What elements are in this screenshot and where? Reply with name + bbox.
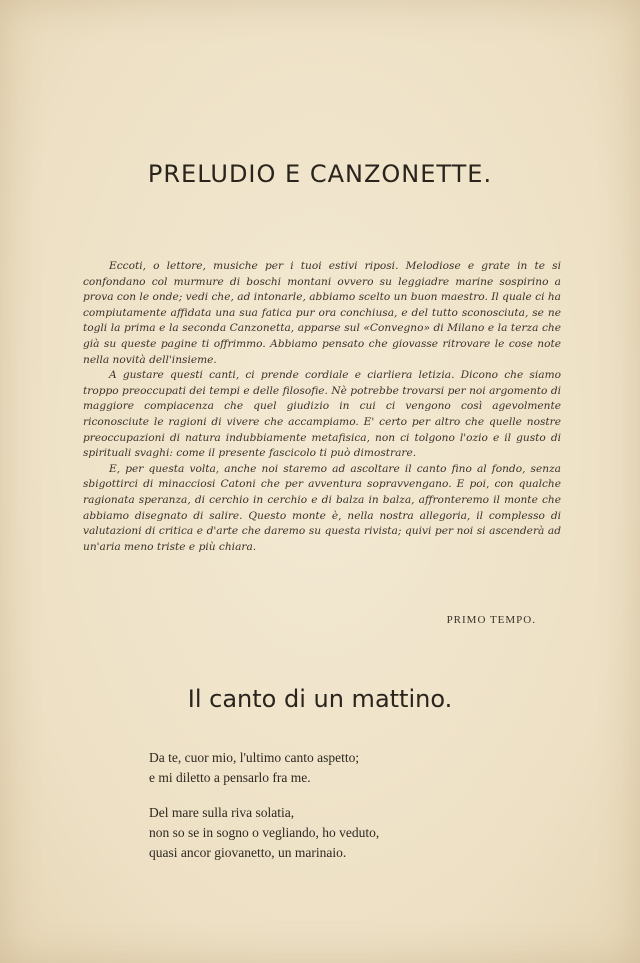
intro-paragraph: A gustare questi canti, ci prende cordiale e ciarliera letizia. Dicono che siamo troppo preoccupati dei tempi e delle filosofie. Nè potrebbe trovarsi per noi argomento di maggiore compiacenza che quel giudizio in cui ci vengono così agevolmente riconosciute le ragioni di vivere che accampiamo. E' certo per altro che quelle nostre preoccupazioni di natura indubbiamente metafisica, non ci tolgono l'ozio e il gusto di spirituali svaghi: come il presente fascicolo ti può dimostrare. (83, 369, 561, 460)
page-title: PRELUDIO E CANZONETTE. (147, 160, 493, 188)
poem-title: Il canto di un mattino. (187, 685, 453, 713)
poem-verse: non so se in sogno o vegliando, ho veduto, (149, 825, 380, 840)
poem-verse: Da te, cuor mio, l'ultimo canto aspetto; (149, 750, 360, 765)
poem-verse: e mi diletto a pensarlo fra me. (149, 770, 311, 785)
intro-text (83, 259, 561, 555)
intro-paragraph: Eccoti, o lettore, musiche per i tuoi estivi riposi. Melodiose e grate in te si confondano col murmure di boschi montani ovvero su leggiadre marine sospirino a prova con le onde; vedi che, ad intonarle, abbiamo scelto un buon maestro. Il quale ci ha compiutamente affidata una sua fatica pur ora conchiusa, e del tutto sconosciuta, se ne togli la prima e la seconda Canzonetta, apparse sul «Convegno» di Milano e la terza che già su queste pagine ti offrimmo. Abbiamo pensato che giovasse ritrovare le cose note nella novità dell'insieme. (83, 260, 561, 366)
poem-body (149, 748, 379, 878)
poem-verse: Del mare sulla riva solatia, (149, 805, 295, 820)
signature: PRIMO TEMPO. (446, 614, 536, 626)
poem-stanza (149, 748, 379, 788)
poem-verse: quasi ancor giovanetto, un marinaio. (149, 845, 347, 860)
intro-paragraph: E, per questa volta, anche noi staremo ad ascoltare il canto fino al fondo, senza sbigottirci di minacciosi Catoni che per avventura sopravvengano. E poi, con qualche ragionata speranza, di cerchio in cerchio e di balza in balza, affronteremo il monte che abbiamo disegnato di salire. Questo monte è, nella nostra allegoria, il complesso di valutazioni di critica e d'arte che daremo su questa rivista; quivi per noi si ascenderà ad un'aria meno triste e più chiara. (83, 462, 561, 553)
poem-stanza (149, 803, 379, 863)
